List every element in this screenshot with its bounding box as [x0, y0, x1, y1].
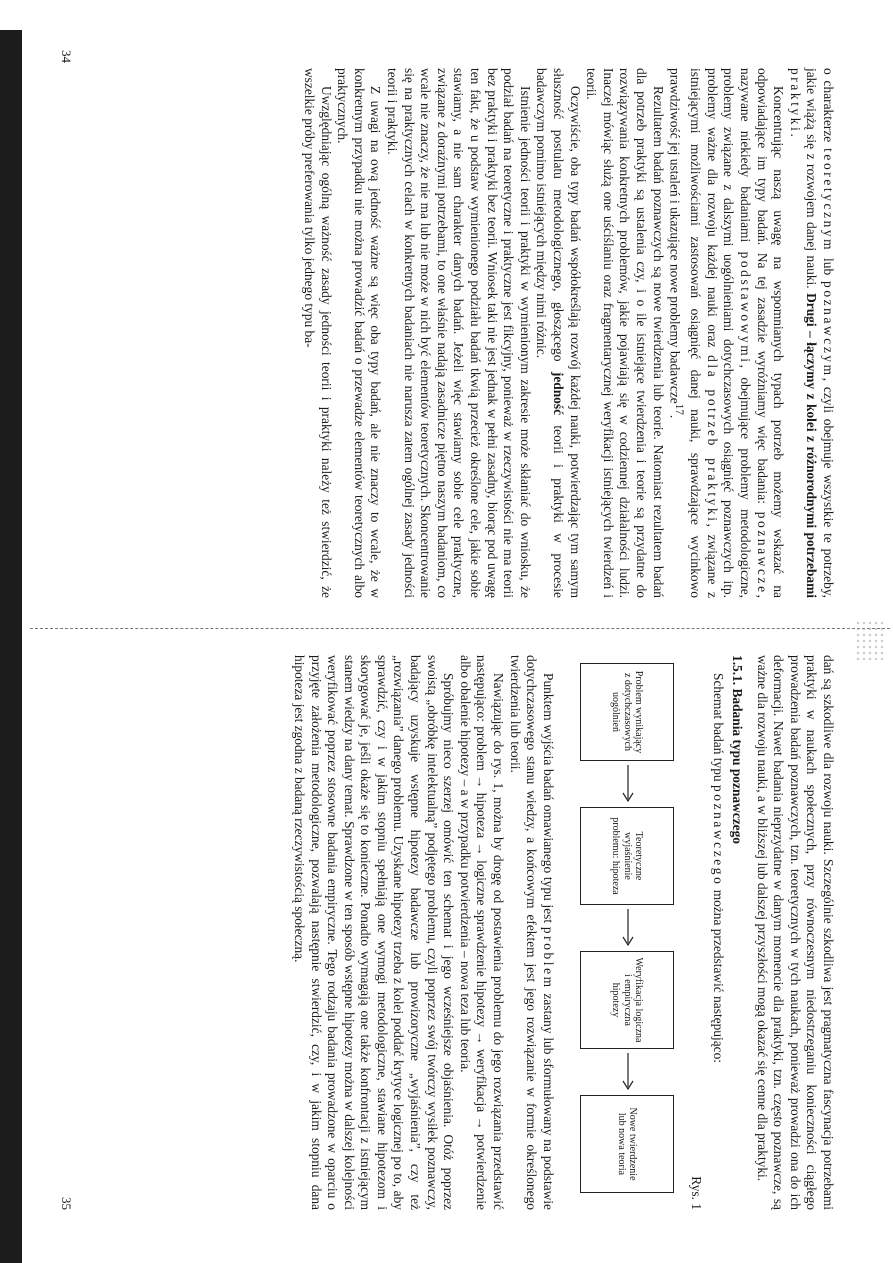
paragraph: Rezultatem badań poznawczych są nowe twierdzenia lub teorie. Natomiast rezultatem badań dla potrzeb praktyki są ustalenia czy, i o ile istniejące twierdzenia i teorie są przydatne do rozwiązywania konkretnych problemów, jakie pojawiają się w codziennej działalności ludzi. Inaczej mówiąc służą one uściślaniu oraz fragmentarycznej weryfikacji istniejących twierdzeń i teorii.	[584, 68, 666, 598]
research-schema-diagram	[564, 655, 704, 1210]
left-page	[36, 50, 836, 600]
diagram-box-problem: Problem wynikający z dotychczasowych uogólnień	[580, 663, 674, 761]
diagram-box-verification: Weryfikacja logiczna i empiryczna hipotezy	[580, 951, 674, 1049]
arrow-right-icon	[620, 763, 636, 805]
diagram-box-hypothesis: Teoretyczne wyjaśnienie problemu: hipoteza	[580, 807, 674, 905]
right-page-text	[290, 655, 836, 1210]
heading-intro: Schemat badań typu poznawczego można przedstawić następująco:	[711, 673, 727, 1064]
paragraph: Z uwagi na ową jedność ważne są więc oba typy badań, ale nie znaczy to wcale, że w konkretnym przypadku nie można prowadzić badań o przewadze elementów teoretycznych albo praktycznych.	[335, 68, 384, 598]
scan-spine-shadow	[0, 30, 22, 1263]
diagram-box-new-theory: Nowe twierdzenie lub nowa teoria	[580, 1095, 674, 1193]
arrow-right-icon	[620, 1051, 636, 1093]
paragraph: Istnienie jedności teorii i praktyki w wymienionym zakresie może skłaniać do wniosku, że podział badań na teoretyczne i praktyczne jest fikcyjny, ponieważ w rzeczywistości nie ma teorii bez praktyki i praktyki bez teorii. Wniosek taki nie jest jednak w pełni zasadny, biorąc pod uwagę ten fakt, że u podstaw wymienionego podziału badań tkwią przecież określone cele, jakie sobie stawiamy, a nie sam charakter danych badań. Jeżeli więc stawiamy sobie cele praktyczne, związane z doraźnymi potrzebami, to one właśnie nadają zasadnicze piętno naszym badaniom, co wcale nie znaczy, że nie ma lub nie może w nich być elementów teoretycznych. Skoncentrowanie się na praktycznych celach w konkretnych badaniach nie narusza zatem ogólnej zasady jedności teorii i praktyki.	[385, 68, 533, 598]
page-number: 35	[59, 1197, 74, 1210]
paragraph: Spróbujmy nieco szerzej omówić ten schemat i jego wcześniejsze objaśnienia. Otóż poprzez swoistą „obróbkę intelektualną” podjętego problemu, czyli poprzez swój twórczy wysiłek poznawczy, badający uzyskuje wstępne hipotezy badawcze lub prowizoryczne „wyjaśnienia”, czy też „rozwiązania” danego problemu. Uzyskane hipotezy trzeba z kolei poddać krytyce logicznej po to, aby sprawdzić, czy i w jakim stopniu spełniają one wymogi metodologiczne, stawiane hipotezom i skorygować je, jeśli okaże się to konieczne. Ponadto wymagają one także konfrontacji z istniejącym stanem wiedzy na dany temat. Sprawdzone w ten sposób wstępne hipotezy można w dalszej kolejności weryfikować poprzez stosowne badania empiryczne. Tego rodzaju badania prowadzone w oparciu o przyjęte założenia metodologiczne, pozwalają następnie stwierdzić, czy, i w jakim stopniu dana hipoteza jest zgodna z badaną rzeczywistością społeczną.	[291, 655, 457, 1210]
right-page	[36, 655, 836, 1210]
figure-label: Rys. 1	[688, 1176, 704, 1210]
paragraph: Oczywiście, oba typy badań współokreślają rozwój każdej nauki, potwierdzając tym samym słuszność postulatu metodologicznego, głoszącego jedność teorii i praktyki w procesie badawczym pomimo istniejących między nimi różnic.	[534, 68, 583, 599]
right-intro-text	[753, 655, 836, 1210]
paragraph: o charakterze teoretycznym lub poznawczym, czyli obejmuje wszystkie te potrzeby, jakie wiążą się z rozwojem danej nauki. Drugi – łączymy z kolei z różnorodnymi potrzebami praktyki.	[787, 68, 836, 599]
page-fold-line	[30, 628, 890, 629]
right-body-text	[290, 655, 556, 1210]
section-heading: 1.5.1. Badania typu poznawczego	[730, 655, 746, 844]
paragraph: Punktem wyjścia badań omawianego typu jest problem zastany lub sformułowany na podstawie dotychczasowego stanu wiedzy, a końcowym efektem jest jego rozwiązanie w formie określonego twierdzenia lub teorii.	[507, 655, 556, 1210]
arrow-right-icon	[620, 907, 636, 949]
scan-speckle	[855, 620, 885, 660]
paragraph: Nawiązując do rys. 1, można by drogę od postawienia problemu do jego rozwiązania przedstawić następująco: problem → hipoteza → logiczne sprawdzenie hipotezy → weryfikacja → potwierdzenie albo obalenie hipotezy – a w przypadku potwierdzenia – nowa teza lub teoria.	[457, 655, 507, 1210]
paragraph: Koncentrując naszą uwagę na wspomnianych typach potrzeb możemy wskazać na odpowiadające im typy badań. Na tej zasadzie wyróżniamy więc badania: poznawcze, nazywane niekiedy badaniami podstawowymi, obejmujące problemy metodologiczne, problemy związane z dalszymi uogólnieniami dotychczasowych osiągnięć poznawczych itp. problemy ważne dla rozwoju każdej nauki oraz dla potrzeb praktyki, związane z istniejącymi możliwościami zastosowań osiągnięć danej nauki, sprawdzające wycinkowo prawdziwość jej ustaleń i ukazujące nowe problemy badawcze$^{17}$.	[667, 68, 787, 598]
page-number: 34	[59, 50, 74, 63]
paragraph: Uwzględniając ogólną ważność zasady jedności teorii i praktyki należy też stwierdzić, że wszelkie próby preferowania tylko jednego typu ba-	[302, 68, 334, 598]
paragraph: dań są szkodliwe dla rozwoju nauki. Szczególnie szkodliwa jest pragmatyczna fascynacja potrzebami praktyki w naukach społecznych, przy równoczesnym niedostrzeganiu konieczności ciągłego prowadzenia badań poznawczych, tzn. teoretycznych w tych naukach, ponieważ prowadzi ona do ich deformacji. Nawet badania nieprzydatne w danym momencie dla praktyki, tzn. często poznawcze, są ważne dla rozwoju nauki, a w bliższej lub dalszej przyszłości mogą okazać się cenne dla praktyki.	[754, 655, 836, 1210]
left-page-text	[301, 68, 836, 598]
